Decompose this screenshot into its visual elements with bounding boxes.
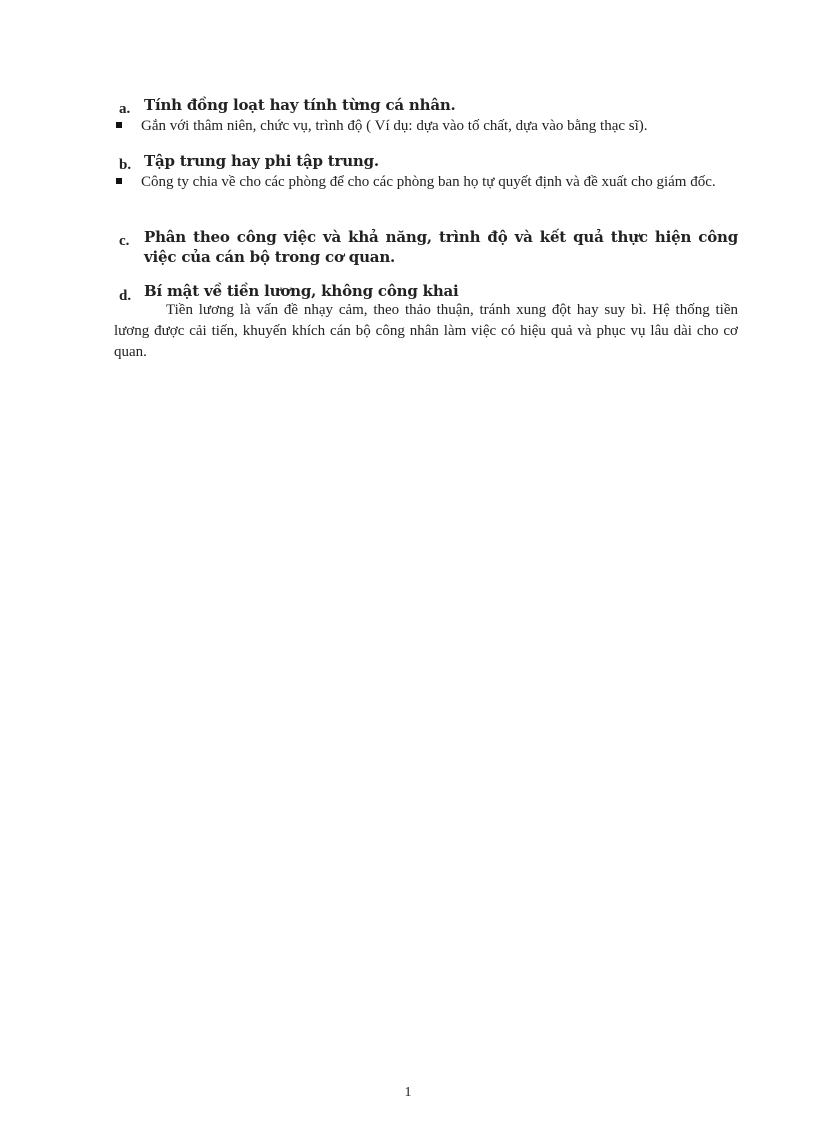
section-heading: Tập trung hay phi tập trung. (144, 152, 379, 170)
list-item-text: Gắn với thâm niên, chức vụ, trình độ ( Ví dụ: dựa vào tố chất, dựa vào bằng thạc sĩ). (141, 118, 648, 134)
body-paragraph: Tiền lương là vấn đề nhạy cảm, theo thảo thuận, tránh xung đột hay suy bì. Hệ thống tiền lương được cải tiến, khuyến khích cán bộ công nhân làm việc có hiệu quả và phục vụ lâu dài cho cơ quan. (114, 302, 738, 360)
section-heading: Tính đồng loạt hay tính từng cá nhân. (144, 96, 456, 114)
section-marker: a. (119, 101, 131, 117)
section-heading: Bí mật về tiền lương, không công khai (144, 282, 459, 300)
list-item-text: Công ty chia về cho các phòng để cho các phòng ban họ tự quyết định và đề xuất cho giám đốc. (141, 174, 716, 190)
section-heading: Phân theo công việc và khả năng, trình độ và kết quả thực hiện công việc của cán bộ trong cơ quan. (144, 228, 738, 266)
section-b (114, 152, 738, 212)
section-c (114, 227, 738, 269)
section-d (114, 282, 738, 364)
section-marker: b. (119, 157, 132, 173)
list-item (114, 172, 738, 212)
square-bullet-icon (116, 122, 122, 128)
section-marker: d. (119, 288, 132, 304)
section-marker: c. (119, 233, 130, 249)
section-a (114, 96, 738, 136)
square-bullet-icon (116, 178, 122, 184)
list-item (114, 116, 738, 136)
page-number: 1 (404, 1085, 412, 1100)
